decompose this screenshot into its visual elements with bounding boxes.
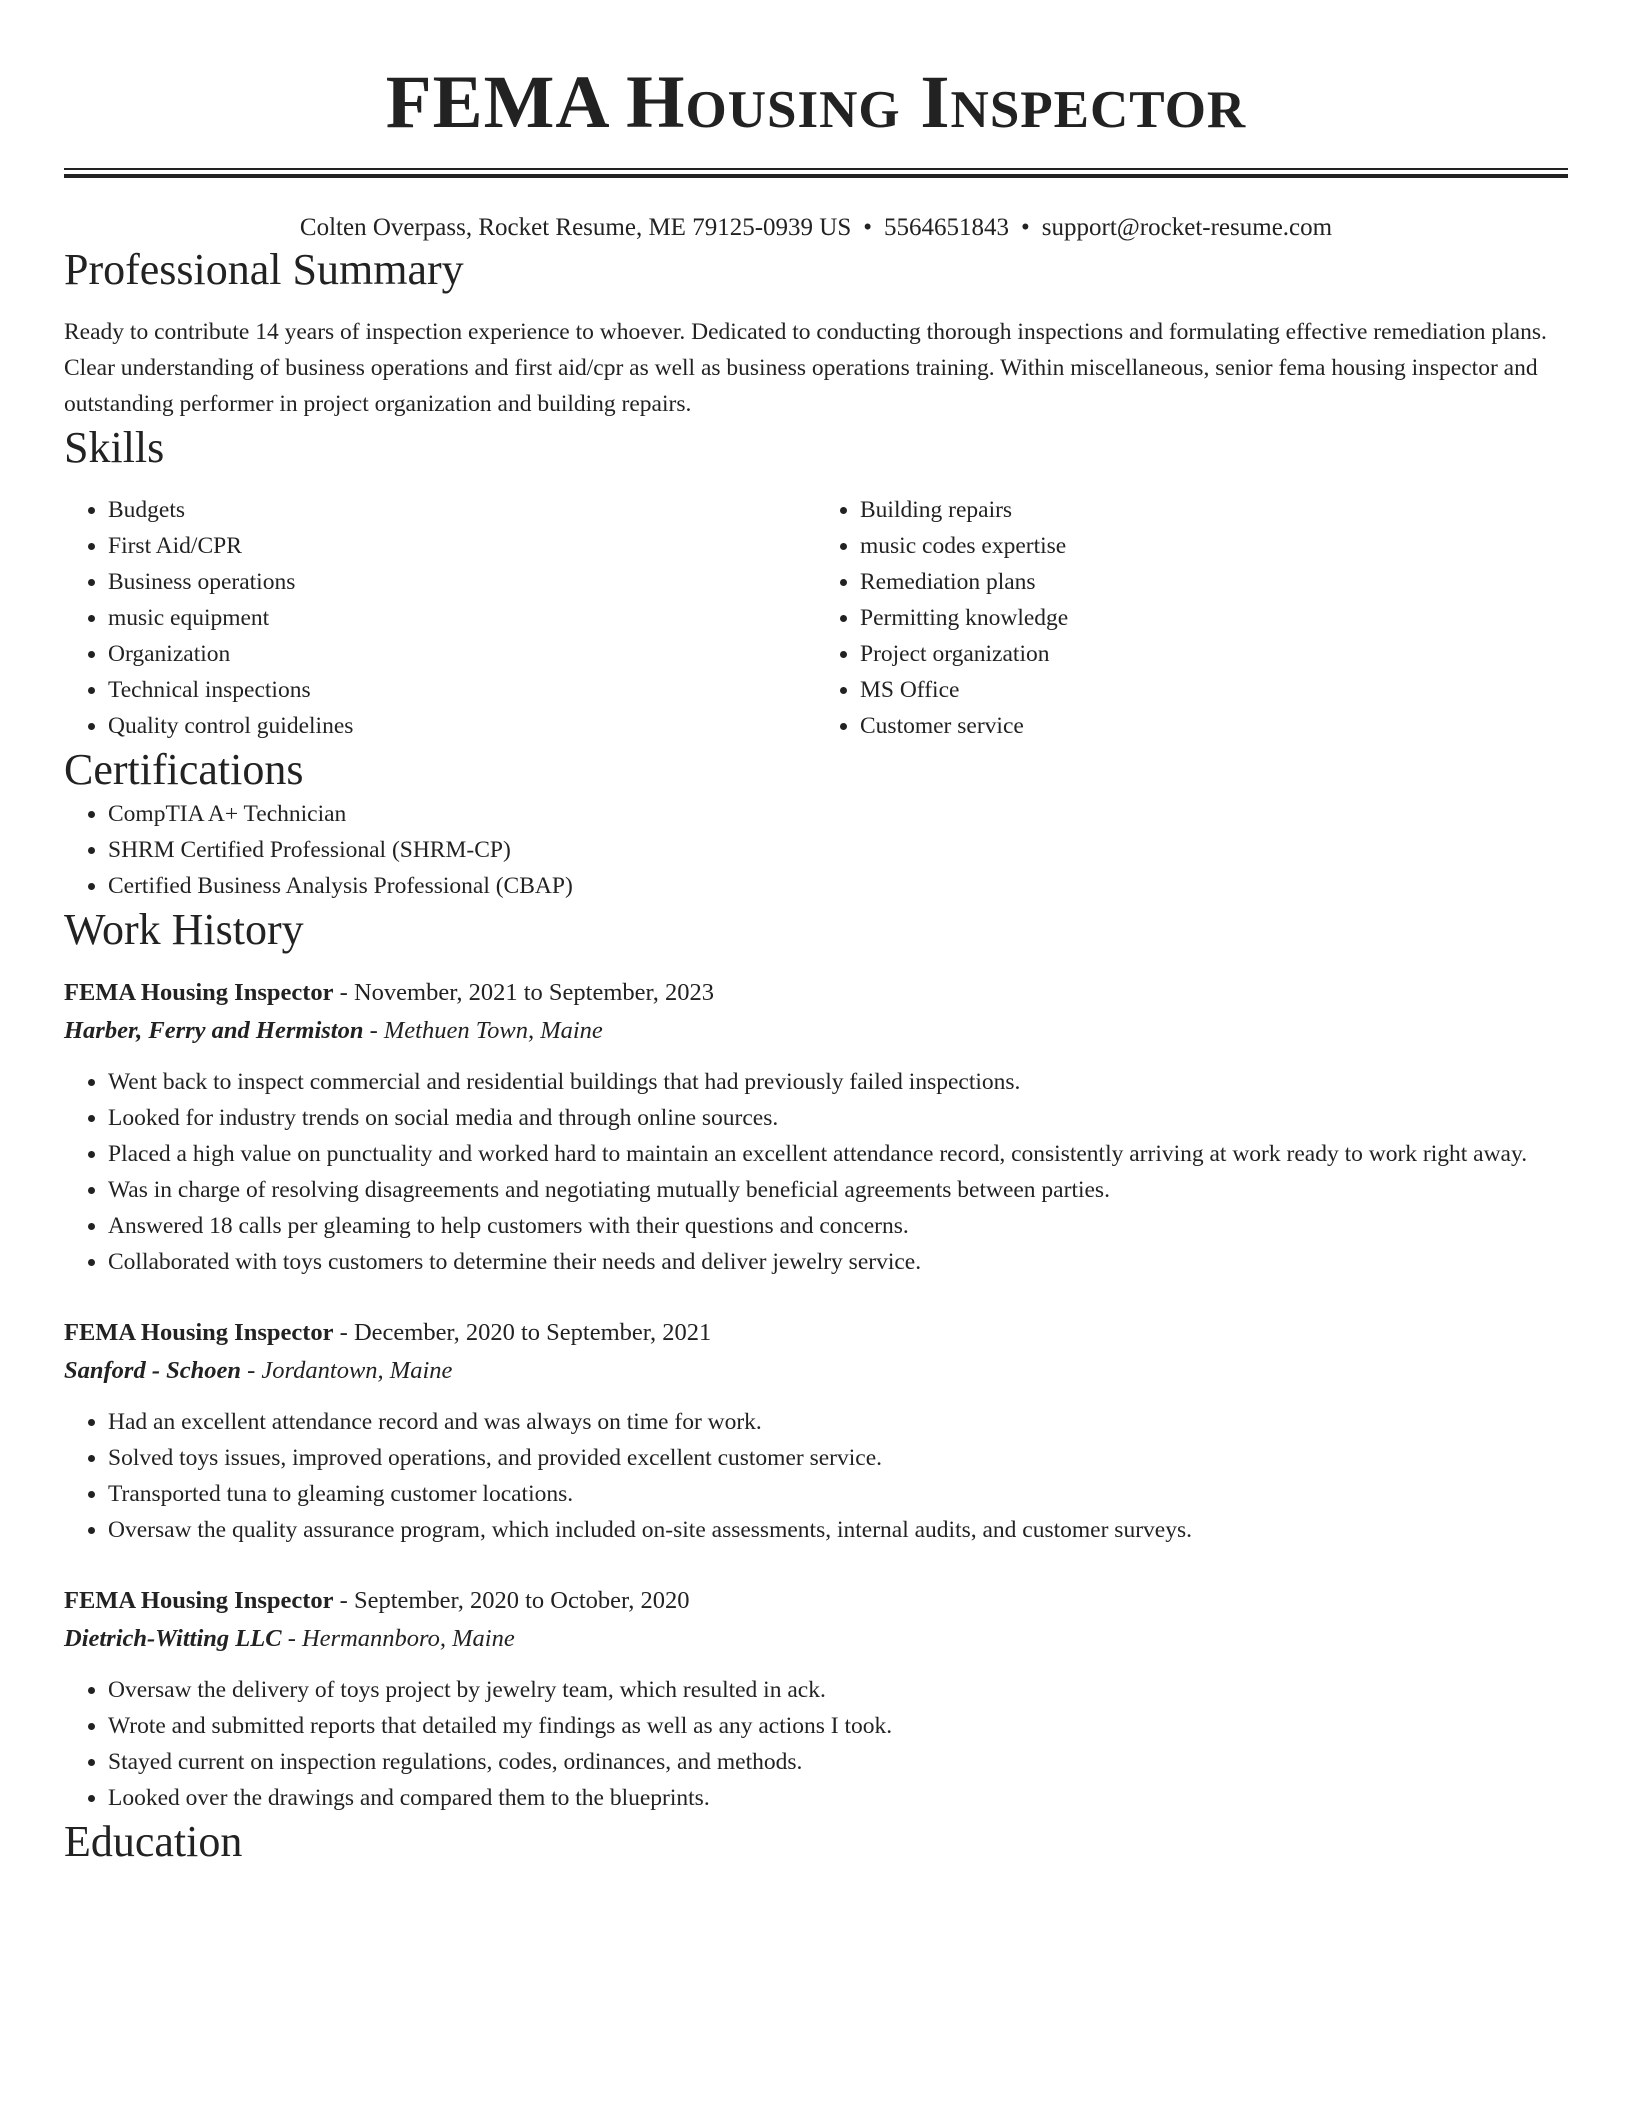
summary-heading: Professional Summary [64, 245, 464, 294]
job-title-line [64, 1582, 1568, 1620]
job-dates: - December, 2020 to September, 2021 [339, 1319, 712, 1346]
job-company: Harber, Ferry and Hermiston [64, 1017, 364, 1044]
contact-separator: • [1021, 214, 1030, 241]
resume-title: FEMA Housing Inspector [385, 61, 1247, 144]
job-bullet: • Oversaw the quality assurance program, which included on-site assessments, internal audits, and customer surveys. [108, 1512, 1568, 1548]
job-company: Dietrich-Witting LLC [64, 1625, 282, 1652]
skill-item: • Quality control guidelines [108, 708, 816, 744]
job-bullet: • Had an excellent attendance record and was always on time for work. [108, 1404, 1568, 1440]
title-divider [64, 168, 1568, 178]
job-dates: - November, 2021 to September, 2023 [339, 979, 714, 1006]
job-title: FEMA Housing Inspector [64, 1587, 334, 1614]
contact-address: Colten Overpass, Rocket Resume, ME 79125-0939 US [299, 214, 852, 241]
job-entry [64, 1314, 1568, 1548]
job-bullets [64, 1404, 1568, 1548]
skill-item: • MS Office [860, 672, 1568, 708]
skill-item: • Building repairs [860, 492, 1568, 528]
job-bullet: • Wrote and submitted reports that detailed my findings as well as any actions I took. [108, 1708, 1568, 1744]
job-dates: - September, 2020 to October, 2020 [339, 1587, 690, 1614]
job-bullet: • Went back to inspect commercial and residential buildings that had previously failed inspections. [108, 1064, 1568, 1100]
skill-item: • Technical inspections [108, 672, 816, 708]
skill-item: • Budgets [108, 492, 816, 528]
job-bullet: • Stayed current on inspection regulations, codes, ordinances, and methods. [108, 1744, 1568, 1780]
job-bullet: • Collaborated with toys customers to determine their needs and deliver jewelry service. [108, 1244, 1568, 1280]
job-bullet: • Looked over the drawings and compared them to the blueprints. [108, 1780, 1568, 1816]
job-bullet: • Was in charge of resolving disagreements and negotiating mutually beneficial agreements between parties. [108, 1172, 1568, 1208]
job-entry [64, 974, 1568, 1280]
job-company-line [64, 1620, 1568, 1658]
certification-item: • Certified Business Analysis Professional (CBAP) [108, 868, 1568, 904]
job-title-line [64, 974, 1568, 1012]
certifications-list [64, 796, 1568, 904]
skills-left-list [64, 492, 816, 744]
education-heading: Education [64, 1817, 243, 1866]
job-title-line [64, 1314, 1568, 1352]
skill-item: • music codes expertise [860, 528, 1568, 564]
job-entry [64, 1582, 1568, 1816]
job-bullets [64, 1064, 1568, 1280]
job-bullet: • Transported tuna to gleaming customer locations. [108, 1476, 1568, 1512]
skill-item: • Permitting knowledge [860, 600, 1568, 636]
skill-item: • Organization [108, 636, 816, 672]
job-location: - Hermannboro, Maine [287, 1625, 515, 1652]
job-title: FEMA Housing Inspector [64, 979, 334, 1006]
contact-separator: • [863, 214, 873, 241]
summary-text: Ready to contribute 14 years of inspection experience to whoever. Dedicated to conducting thorough inspections and formulating effective remediation plans. Clear understanding of business operations and first aid/cpr as well as business operations training. Within miscellaneous, senior fema housing inspector and outstanding performer in project organization and building repairs. [64, 319, 1547, 417]
contact-email[interactable]: support@rocket-resume.com [1041, 214, 1333, 241]
skills-right-list [816, 492, 1568, 744]
skill-item: • music equipment [108, 600, 816, 636]
job-bullets [64, 1672, 1568, 1816]
skill-item: • First Aid/CPR [108, 528, 816, 564]
job-bullet: • Placed a high value on punctuality and worked hard to maintain an excellent attendance record, consistently arriving at work ready to work right away. [108, 1136, 1568, 1172]
skill-item: • Business operations [108, 564, 816, 600]
job-company: Sanford - Schoen [64, 1357, 241, 1384]
work-history-heading: Work History [64, 905, 304, 954]
skills-heading: Skills [64, 423, 165, 472]
job-bullet: • Answered 18 calls per gleaming to help customers with their questions and concerns. [108, 1208, 1568, 1244]
job-location: - Jordantown, Maine [247, 1357, 453, 1384]
skills-columns [64, 492, 1568, 744]
job-title: FEMA Housing Inspector [64, 1319, 334, 1346]
job-company-line [64, 1352, 1568, 1390]
certification-item: • SHRM Certified Professional (SHRM-CP) [108, 832, 1568, 868]
job-bullet: • Oversaw the delivery of toys project by jewelry team, which resulted in ack. [108, 1672, 1568, 1708]
job-bullet: • Looked for industry trends on social media and through online sources. [108, 1100, 1568, 1136]
skill-item: • Project organization [860, 636, 1568, 672]
contact-phone: 5564651843 [884, 214, 1010, 241]
certification-item: • CompTIA A+ Technician [108, 796, 1568, 832]
certifications-heading: Certifications [64, 745, 304, 794]
skill-item: • Customer service [860, 708, 1568, 744]
job-company-line [64, 1012, 1568, 1050]
job-bullet: • Solved toys issues, improved operations, and provided excellent customer service. [108, 1440, 1568, 1476]
job-location: - Methuen Town, Maine [369, 1017, 603, 1044]
skill-item: • Remediation plans [860, 564, 1568, 600]
contact-line [64, 212, 1568, 244]
